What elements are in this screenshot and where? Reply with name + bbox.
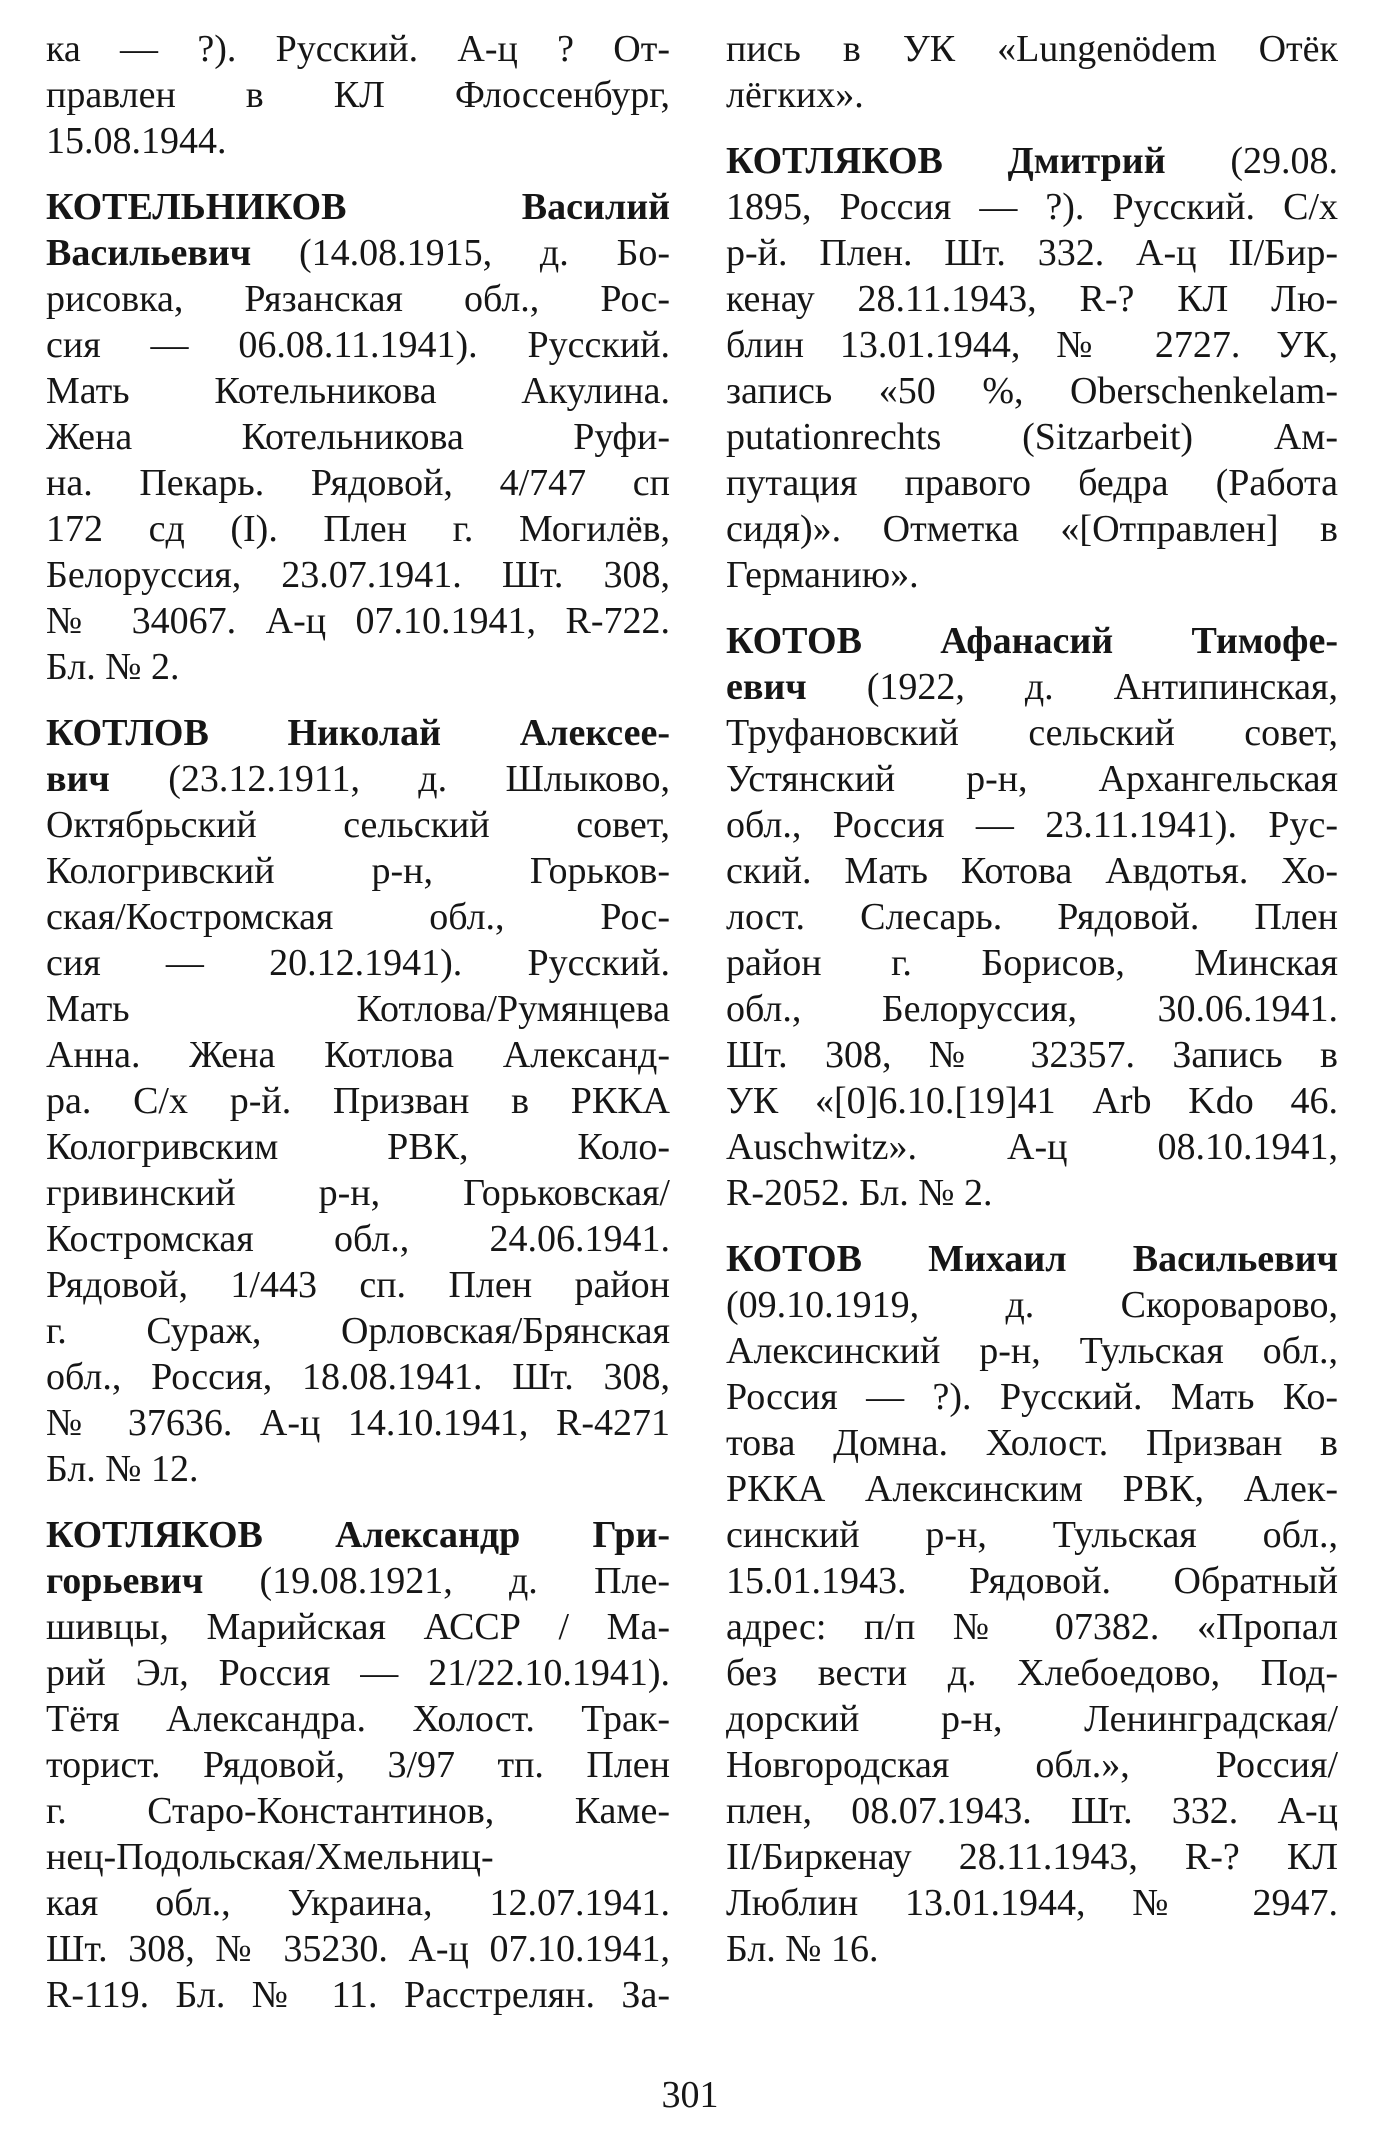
text-line: Мать Котельникова Акулина.: [46, 370, 670, 412]
text-line: ра. С/х р-й. Призван в РККА: [46, 1080, 670, 1122]
text-line: лёгких».: [726, 74, 864, 116]
entry-paragraph: [726, 1236, 1338, 1972]
text-line: putationrechts (Sitzarbeit) Ам-: [726, 416, 1338, 458]
text-line: торист. Рядовой, 3/97 тп. Плен: [46, 1744, 670, 1786]
text-line: кенау 28.11.1943, R-? КЛ Лю-: [726, 278, 1338, 320]
text-line: Октябрьский сельский совет,: [46, 804, 670, 846]
text-line: сидя)». Отметка «[Отправлен] в: [726, 508, 1338, 550]
text-line: Жена Котельникова Руфи-: [46, 416, 670, 458]
text-line: Кологривский р-н, Горьков-: [46, 850, 670, 892]
entry-name-bold: КОТЛОВ Николай Алексее-: [46, 712, 670, 754]
text-line: (09.10.1919, д. Скороварово,: [726, 1284, 1338, 1326]
entry-name-bold: горьевич: [46, 1560, 204, 1602]
text-line: УК «[0]6.10.[19]41 Arb Kdo 46.: [726, 1080, 1338, 1122]
column-right: [726, 26, 1338, 1972]
text-line: 15.08.1944.: [46, 120, 227, 162]
text-line: Устянский р-н, Архангельская: [726, 758, 1338, 800]
text-line: Германию».: [726, 554, 919, 596]
page-number: 301: [661, 2074, 719, 2116]
text-line: Труфановский сельский совет,: [726, 712, 1338, 754]
entry-paragraph: [726, 138, 1338, 598]
text-line: R-2052. Бл. № 2.: [726, 1172, 993, 1214]
text-line: обл., Россия, 18.08.1941. Шт. 308,: [46, 1356, 670, 1398]
text-line: без вести д. Хлебоедово, Под-: [726, 1652, 1338, 1694]
entry-name-bold: КОТОВ Афанасий Тимофе-: [726, 620, 1338, 662]
text-line: р-й. Плен. Шт. 332. А-ц II/Бир-: [726, 232, 1338, 274]
text-line: горьевич (19.08.1921, д. Пле-: [46, 1560, 670, 1602]
text-line: Тётя Александра. Холост. Трак-: [46, 1698, 670, 1740]
entry-paragraph: [726, 618, 1338, 1216]
text-line: г. Старо-Константинов, Каме-: [46, 1790, 670, 1832]
entry-name-bold: КОТЕЛЬНИКОВ Василий: [46, 186, 670, 228]
text-line: № 37636. А-ц 14.10.1941, R-4271: [46, 1402, 670, 1444]
entry-paragraph: [46, 26, 670, 164]
text-line: обл., Белоруссия, 30.06.1941.: [726, 988, 1338, 1030]
text-line: Васильевич (14.08.1915, д. Бо-: [46, 232, 670, 274]
text-line: Анна. Жена Котлова Александ-: [46, 1034, 670, 1076]
text-line: [46, 1512, 670, 1558]
text-line: на. Пекарь. Рядовой, 4/747 сп: [46, 462, 670, 504]
text-line: обл., Россия — 23.11.1941). Рус-: [726, 804, 1338, 846]
text-line: Алексинский р-н, Тульская обл.,: [726, 1330, 1338, 1372]
text-line: ский. Мать Котова Авдотья. Хо-: [726, 850, 1338, 892]
text-line: плен, 08.07.1943. Шт. 332. А-ц: [726, 1790, 1338, 1832]
text-line: Белоруссия, 23.07.1941. Шт. 308,: [46, 554, 670, 596]
text-line: [46, 184, 670, 230]
text-line: дорский р-н, Ленинградская/: [726, 1698, 1338, 1740]
text-line: Мать Котлова/Румянцева: [46, 988, 670, 1030]
text-line: 15.01.1943. Рядовой. Обратный: [726, 1560, 1338, 1602]
text-line: шивцы, Марийская АССР / Ма-: [46, 1606, 670, 1648]
text-line: пись в УК «Lungenödem Отёк: [726, 28, 1338, 70]
entry-name-bold: КОТЛЯКОВ Дмитрий: [726, 140, 1166, 182]
text-line: блин 13.01.1944, № 2727. УК,: [726, 324, 1338, 366]
text-line: гривинский р-н, Горьковская/: [46, 1172, 670, 1214]
text-line: КОТЛЯКОВ Дмитрий (29.08.: [726, 140, 1338, 182]
entry-name-bold: КОТЛЯКОВ Александр Гри-: [46, 1514, 670, 1556]
entry-name-bold: вич: [46, 758, 110, 800]
text-line: Бл. № 2.: [46, 646, 180, 688]
text-line: № 34067. А-ц 07.10.1941, R-722.: [46, 600, 670, 642]
text-line: г. Сураж, Орловская/Брянская: [46, 1310, 670, 1352]
text-line: рий Эл, Россия — 21/22.10.1941).: [46, 1652, 670, 1694]
text-line: ка — ?). Русский. А-ц ? От-: [46, 28, 670, 70]
text-line: 1895, Россия — ?). Русский. С/х: [726, 186, 1338, 228]
text-line: Рядовой, 1/443 сп. Плен район: [46, 1264, 670, 1306]
text-line: правлен в КЛ Флоссенбург,: [46, 74, 670, 116]
entry-name-bold: евич: [726, 666, 807, 708]
text-line: това Домна. Холост. Призван в: [726, 1422, 1338, 1464]
text-line: II/Биркенау 28.11.1943, R-? КЛ: [726, 1836, 1338, 1878]
text-line: путация правого бедра (Работа: [726, 462, 1338, 504]
text-line: синский р-н, Тульская обл.,: [726, 1514, 1338, 1556]
text-line: Новгородская обл.», Россия/: [726, 1744, 1338, 1786]
text-line: [46, 710, 670, 756]
text-line: РККА Алексинским РВК, Алек-: [726, 1468, 1338, 1510]
text-line: вич (23.12.1911, д. Шлыково,: [46, 758, 670, 800]
entry-paragraph: [726, 26, 1338, 118]
text-line: Шт. 308, № 35230. А-ц 07.10.1941,: [46, 1928, 670, 1970]
text-line: ская/Костромская обл., Рос-: [46, 896, 670, 938]
text-line: рисовка, Рязанская обл., Рос-: [46, 278, 670, 320]
text-line: [726, 1236, 1338, 1282]
text-line: кая обл., Украина, 12.07.1941.: [46, 1882, 670, 1924]
text-line: Костромская обл., 24.06.1941.: [46, 1218, 670, 1260]
text-line: адрес: п/п № 07382. «Пропал: [726, 1606, 1338, 1648]
text-line: сия — 20.12.1941). Русский.: [46, 942, 670, 984]
text-line: Auschwitz». А-ц 08.10.1941,: [726, 1126, 1338, 1168]
text-line: Кологривским РВК, Коло-: [46, 1126, 670, 1168]
entry-paragraph: [46, 184, 670, 690]
text-line: сия — 06.08.11.1941). Русский.: [46, 324, 670, 366]
text-line: лост. Слесарь. Рядовой. Плен: [726, 896, 1338, 938]
text-line: Бл. № 12.: [46, 1448, 199, 1490]
text-line: Россия — ?). Русский. Мать Ко-: [726, 1376, 1338, 1418]
entry-name-bold: Васильевич: [46, 232, 252, 274]
text-line: [726, 618, 1338, 664]
entry-paragraph: [46, 1512, 670, 2018]
text-line: евич (1922, д. Антипинская,: [726, 666, 1338, 708]
text-line: район г. Борисов, Минская: [726, 942, 1338, 984]
text-line: нец-Подольская/Хмельниц-: [46, 1836, 494, 1878]
text-line: R-119. Бл. № 11. Расстрелян. За-: [46, 1974, 670, 2016]
entry-paragraph: [46, 710, 670, 1492]
text-line: 172 сд (I). Плен г. Могилёв,: [46, 508, 670, 550]
text-line: Бл. № 16.: [726, 1928, 879, 1970]
text-line: Люблин 13.01.1944, № 2947.: [726, 1882, 1338, 1924]
text-line: запись «50 %, Oberschenkelam-: [726, 370, 1338, 412]
column-left: [46, 26, 670, 2018]
entry-name-bold: КОТОВ Михаил Васильевич: [726, 1238, 1338, 1280]
text-line: Шт. 308, № 32357. Запись в: [726, 1034, 1338, 1076]
